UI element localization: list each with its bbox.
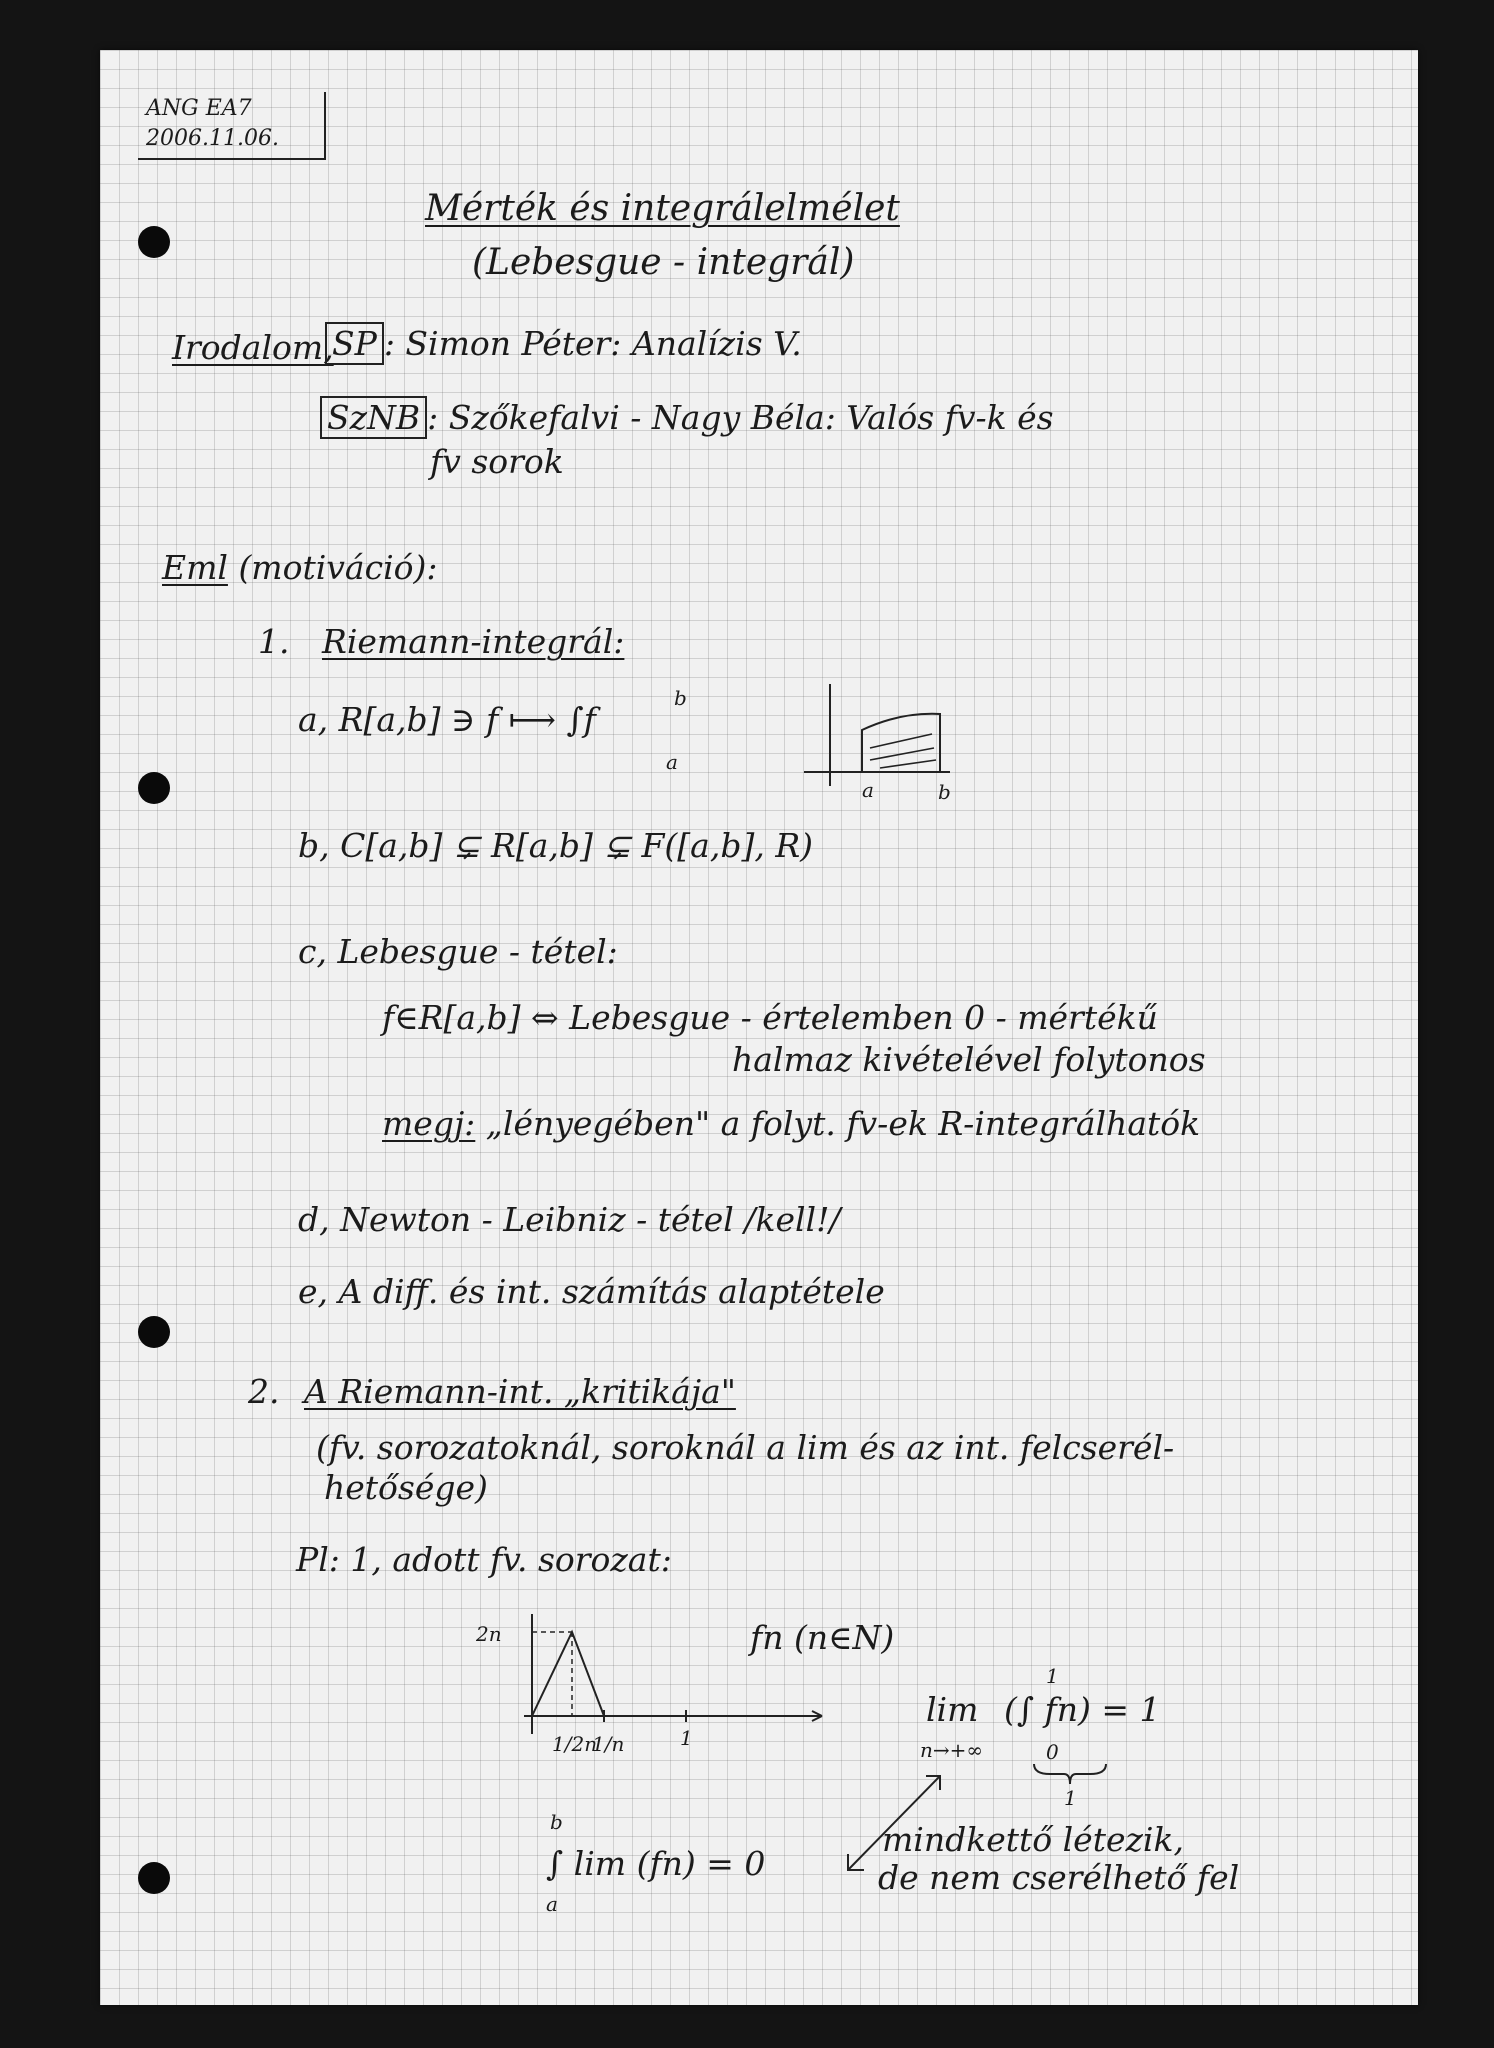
sketch-hatch (880, 760, 936, 768)
megj-text: „lényegében" a folyt. fv-ek R-integrálhatók (485, 1104, 1201, 1143)
item1-a-lower: a (666, 750, 678, 774)
sketch-area (862, 714, 940, 772)
item1-a-upper: b (674, 686, 687, 710)
note-line1: mindkettő létezik, (882, 1820, 1184, 1859)
item1-number: 1. (258, 622, 290, 661)
eml-label: Eml (162, 548, 228, 587)
course-code: ANG EA7 (146, 96, 252, 121)
sketch-hatch (870, 748, 934, 760)
sketch-hatch (870, 734, 932, 748)
item1-heading (258, 622, 624, 661)
bottom-int-lower: a (546, 1892, 558, 1916)
lim-integral-expr: (∫ fn) = 1 (1004, 1690, 1161, 1729)
item1-a-text: a, R[a,b] ∋ f ⟼ ∫ (298, 700, 584, 739)
riemann-sketch (800, 678, 960, 808)
eml-heading (162, 548, 438, 587)
bottom-integral-expr: ∫ lim (fn) = 0 (546, 1844, 766, 1883)
fn-definition: fn (n∈N) (750, 1618, 895, 1657)
header-box (138, 92, 326, 160)
item1-c-line2: halmaz kivételével folytonos (732, 1040, 1206, 1079)
item1-b: b, C[a,b] ⊊ R[a,b] ⊊ F([a,b], R) (298, 826, 814, 865)
lim-int-lower: 0 (1046, 1740, 1059, 1764)
ref1-code: SP (325, 322, 384, 365)
literature-ref1 (325, 324, 802, 363)
lim-int-upper: 1 (1046, 1664, 1059, 1688)
sketch-label-b: b (938, 780, 951, 804)
item1-c-title: c, Lebesgue - tétel: (298, 932, 618, 971)
eml-rest: (motiváció): (238, 548, 438, 587)
underbrace (1030, 1762, 1110, 1786)
spike-y-label: 2n (476, 1622, 502, 1646)
lecture-date: 2006.11.06. (146, 126, 279, 151)
note-line2: de nem cserélhető fel (878, 1858, 1240, 1897)
item2-line2: hetősége) (324, 1468, 488, 1507)
megj-label: megj: (382, 1104, 476, 1143)
spike-triangle (532, 1632, 604, 1716)
page-title: Mérték és integrálelmélet (425, 188, 900, 229)
ref2-text-line2: fv sorok (430, 442, 564, 481)
sketch-label-a: a (862, 778, 874, 802)
item1-title: Riemann-integrál: (322, 622, 625, 661)
underbrace-label: 1 (1064, 1786, 1077, 1810)
lim-operator: lim (926, 1690, 979, 1729)
ref2-code: SzNB (320, 396, 427, 439)
binder-hole (138, 772, 170, 804)
literature-ref2 (320, 398, 1054, 437)
megj-line (382, 1104, 1200, 1143)
item2-heading (248, 1372, 736, 1411)
notebook-page (100, 50, 1418, 2005)
example-heading: Pl: 1, adott fv. sorozat: (296, 1540, 672, 1579)
page-subtitle: (Lebesgue - integrál) (472, 242, 855, 283)
item1-d: d, Newton - Leibniz - tétel /kell!/ (298, 1200, 841, 1239)
spike-x-label-1: 1/2n (552, 1732, 598, 1756)
item1-c-line1: f∈R[a,b] ⇔ Lebesgue - értelemben 0 - mértékű (382, 998, 1158, 1037)
binder-hole (138, 226, 170, 258)
spike-x-label-3: 1 (680, 1726, 693, 1750)
ref1-text: : Simon Péter: Analízis V. (383, 324, 802, 363)
item2-title: A Riemann-int. „kritikája" (304, 1372, 736, 1411)
ref2-text: : Szőkefalvi - Nagy Béla: Valós fv-k és (427, 398, 1054, 437)
item1-e: e, A diff. és int. számítás alaptétele (298, 1272, 885, 1311)
bottom-int-upper: b (550, 1810, 563, 1834)
lim-subscript: n→+∞ (920, 1738, 984, 1762)
literature-label: Irodalom, (172, 328, 334, 367)
spike-x-label-2: 1/n (592, 1732, 625, 1756)
item1-a (298, 700, 596, 739)
item2-line1: (fv. sorozatoknál, soroknál a lim és az int. felcserél- (316, 1428, 1175, 1467)
binder-hole (138, 1316, 170, 1348)
item1-a-integrand: f (583, 700, 596, 739)
binder-hole (138, 1862, 170, 1894)
item2-number: 2. (248, 1372, 280, 1411)
